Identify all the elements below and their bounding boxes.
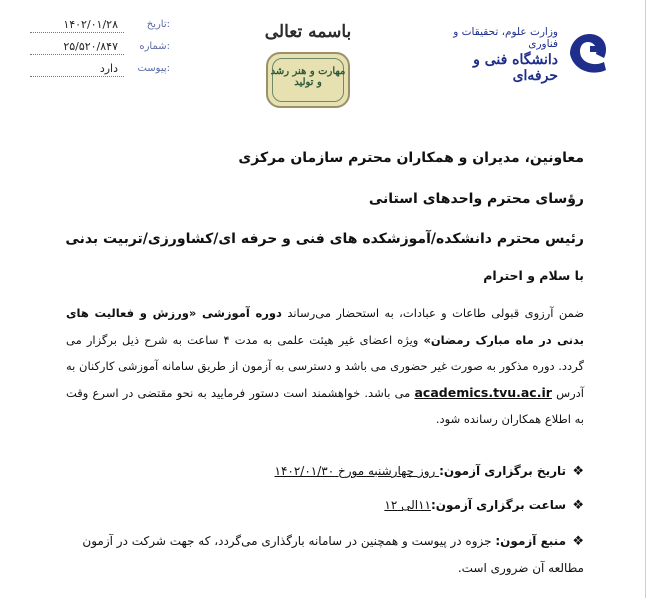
meta-number-label: شماره:: [139, 41, 170, 52]
exam-time-value: ۱۱الی ۱۲: [384, 498, 431, 512]
meta-date-line: [30, 32, 124, 33]
greeting: با سلام و احترام: [483, 268, 584, 283]
diamond-bullet-icon: ❖: [572, 464, 584, 479]
meta-attachment-line: [30, 76, 124, 77]
course-title: دوره آموزشی «ورزش و فعالیت های بدنی در ماه مبارک رمضان»: [66, 306, 584, 347]
bullet-exam-time: [66, 492, 584, 519]
addressee-line-1: معاونین، مدیران و همکاران محترم سازمان مرکزی: [238, 150, 584, 166]
seal-badge: [266, 52, 350, 108]
body-text-1: ضمن آرزوی قبولی طاعات و عبادات، به استحضار می‌رساند: [281, 306, 584, 320]
meta-number-line: [30, 54, 124, 55]
meta-attachment-label: پیوست:: [137, 63, 170, 74]
exam-date-value: روز چهارشنبه مورخ ۱۴۰۲/۰۱/۳۰: [274, 464, 440, 478]
diamond-bullet-icon: ❖: [572, 498, 584, 513]
meta-number-row: [30, 40, 170, 62]
letter-meta: [30, 18, 170, 84]
diamond-bullet-icon: ❖: [572, 534, 584, 549]
ministry-seal: [260, 22, 356, 110]
bullet-exam-date: [66, 458, 584, 485]
meta-number-value: ۲۵/۵۲۰/۸۴۷: [63, 40, 118, 53]
logo-ministry-name: وزارت علوم، تحقیقات و فناوری: [453, 26, 558, 50]
seal-slogan: مهارت و هنر رشد و تولید: [270, 66, 346, 88]
university-logo: [440, 22, 620, 84]
exam-source-label: منبع آزمون:: [495, 534, 566, 548]
page-edge: [645, 0, 646, 598]
logo-text: [440, 26, 558, 84]
body-text-3: می باشد. خواهشمند است دستور فرمایید به نحو مقتضی در اسرع وقت به اطلاع همکاران رسانده شود.: [66, 385, 584, 426]
body-paragraph: [66, 300, 584, 433]
meta-attachment-value: دارد: [99, 62, 118, 75]
addressee-line-3: رئیس محترم دانشکده/آموزشکده های فنی و حرفه ای/کشاورزی/تربیت بدنی: [65, 231, 584, 247]
academics-link[interactable]: academics.tvu.ac.ir: [414, 384, 552, 400]
meta-date-label: تاریخ:: [146, 19, 170, 30]
university-emblem-icon: [560, 24, 616, 80]
bullet-exam-source: [66, 528, 584, 581]
body-text-2: ویژه اعضای غیر هیئت علمی به مدت ۴ ساعت به شرح ذیل برگزار می گردد. دوره مذکور به صورت غیر حضوری می باشد و دسترسی به آزمون از طریق سامانه آموزشی کارکنان به آدرس: [66, 332, 584, 400]
meta-date-value: ۱۴۰۲/۰۱/۲۸: [63, 18, 118, 31]
seal-calligraphy: باسمه تعالی: [264, 22, 352, 42]
logo-university-name: دانشگاه فنی و حرفه‌ای: [473, 52, 558, 84]
meta-attachment-row: [30, 62, 170, 84]
addressee-line-2: رؤسای محترم واحدهای استانی: [368, 191, 584, 207]
exam-time-label: ساعت برگزاری آزمون:: [430, 498, 566, 512]
exam-date-label: تاریخ برگزاری آزمون:: [439, 464, 566, 478]
exam-source-value: جزوه در پیوست و همچنین در سامانه بارگذاری می‌گردد، که جهت شرکت در آزمون مطالعه آن ضروری است.: [82, 534, 584, 575]
meta-date-row: [30, 18, 170, 40]
